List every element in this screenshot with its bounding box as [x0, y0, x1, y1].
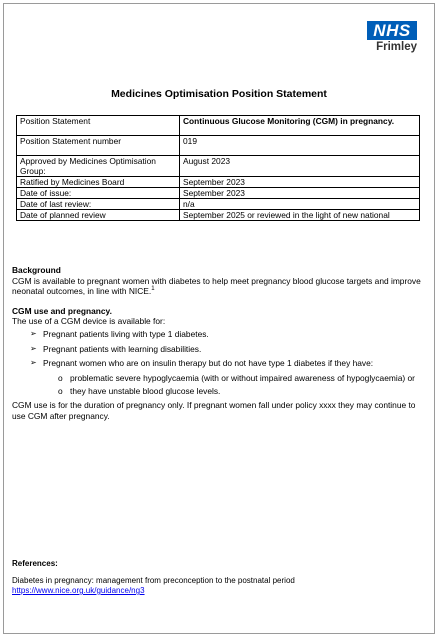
table-value: 019: [180, 136, 420, 156]
list-item-text: Pregnant women who are on insulin therapy but do not have type 1 diabetes if they have:: [43, 358, 374, 369]
table-row: [17, 156, 420, 177]
circle-bullet-icon: o: [58, 372, 63, 383]
references-section: [12, 559, 295, 596]
sub-list-item: [12, 386, 422, 397]
reference-item: Diabetes in pregnancy: management from preconception to the postnatal period: [12, 576, 295, 585]
table-label: Approved by Medicines Optimisation Group:: [17, 156, 180, 177]
table-value: September 2023: [180, 188, 420, 199]
circle-bullet-icon: o: [58, 386, 63, 397]
table-label: Position Statement number: [17, 136, 180, 156]
nhs-logo-mark: NHS: [367, 21, 417, 40]
table-value: September 2025 or reviewed in the light of new national: [180, 210, 420, 221]
list-item: [12, 329, 422, 340]
table-label: Ratified by Medicines Board: [17, 177, 180, 188]
table-value: September 2023: [180, 177, 420, 188]
position-statement-table: [16, 115, 420, 221]
cgm-heading: CGM use and pregnancy.: [12, 305, 112, 316]
sub-list-item-text: they have unstable blood glucose levels.: [70, 386, 221, 397]
nhs-organisation-name: Frimley: [376, 41, 417, 53]
table-label: Position Statement: [17, 116, 180, 136]
table-value: Continuous Glucose Monitoring (CGM) in pregnancy.: [180, 116, 420, 136]
list-item: [12, 358, 422, 369]
table-row: [17, 210, 420, 221]
document-page: [3, 3, 435, 634]
references-heading: References:: [12, 559, 58, 568]
list-item-text: Pregnant patients living with type 1 diabetes.: [43, 328, 209, 339]
table-value: August 2023: [180, 156, 420, 177]
reference-link[interactable]: https://www.nice.org.uk/guidance/ng3: [12, 586, 145, 595]
table-row: [17, 188, 420, 199]
table-row: [17, 116, 420, 136]
background-paragraph: [12, 276, 422, 297]
arrow-bullet-icon: ➢: [30, 358, 37, 368]
document-title: Medicines Optimisation Position Statement: [111, 88, 327, 100]
table-value: n/a: [180, 199, 420, 210]
document-body: [12, 265, 422, 421]
sub-list-item-text: problematic severe hypoglycaemia (with or without impaired awareness of hypoglycaemia) or: [70, 372, 415, 383]
background-text: CGM is available to pregnant women with diabetes to help meet pregnancy blood glucose targets and improve neonatal outcomes, in line with NICE.: [12, 275, 421, 297]
table-label: Date of planned review: [17, 210, 180, 221]
table-row: [17, 136, 420, 156]
arrow-bullet-icon: ➢: [30, 328, 37, 338]
table-label: Date of issue:: [17, 188, 180, 199]
background-heading: Background: [12, 265, 61, 275]
list-item: [12, 344, 422, 355]
reference-marker: 1: [151, 286, 155, 293]
list-item-text: Pregnant patients with learning disabilities.: [43, 343, 202, 354]
table-label: Date of last review:: [17, 199, 180, 210]
arrow-bullet-icon: ➢: [30, 343, 37, 353]
nhs-logo: [367, 21, 417, 53]
cgm-intro: The use of a CGM device is available for:: [12, 316, 166, 327]
table-row: [17, 199, 420, 210]
sub-list-item: [12, 373, 422, 384]
table-row: [17, 177, 420, 188]
cgm-footer-paragraph: CGM use is for the duration of pregnancy only. If pregnant women fall under policy xxxx they may continue to use CGM after pregnancy.: [12, 399, 416, 421]
